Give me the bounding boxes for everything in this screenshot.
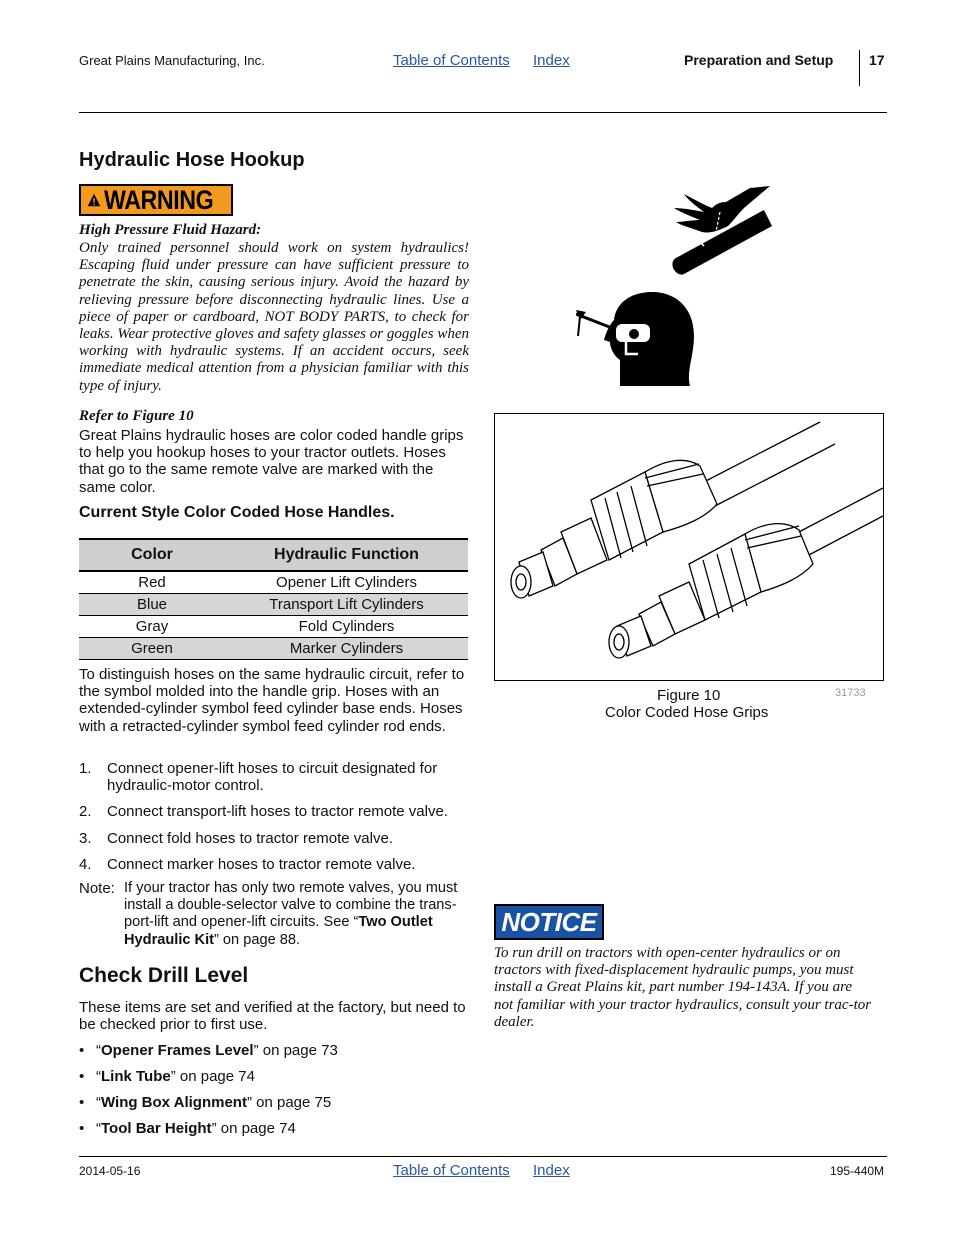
- quote: “: [96, 1042, 101, 1059]
- hose-handles-subheading: Current Style Color Coded Hose Handles.: [79, 504, 395, 521]
- note-text: [124, 880, 472, 949]
- footer-toc-link[interactable]: Table of Contents: [393, 1162, 510, 1179]
- bullet: •: [79, 1068, 85, 1085]
- step-text: Connect opener-lift hoses to circuit designated for hydraulic-motor control.: [107, 760, 438, 795]
- figure-caption: Color Coded Hose Grips: [605, 704, 769, 721]
- distinguish-text: To distinguish hoses on the same hydraulic circuit, refer to the symbol molded into the handle grip. Hoses with an extended-cylinder symbol feed cylinder base ends. Hoses with a retracted-cylinder symbol feed cylinder rod ends.: [79, 666, 465, 735]
- page-ref: ” on page 74: [170, 1068, 255, 1085]
- step-number: 4.: [79, 855, 92, 873]
- notice-label: NOTICE: [501, 906, 597, 937]
- page-number: 17: [869, 52, 885, 68]
- figure-label: Figure 10: [657, 687, 721, 704]
- hand-fluid-injection-icon: [668, 186, 774, 278]
- crossref-link[interactable]: Opener Frames Level: [101, 1042, 254, 1059]
- note-text-part: ” on page 88.: [214, 931, 301, 948]
- step-number: 2.: [79, 803, 92, 821]
- note-text-part: If your tractor has only two remote valves, you must install a double-selector valve to combine the trans-port-lift and opener-lift circuits. See “: [124, 880, 458, 931]
- list-item: [79, 1042, 471, 1068]
- bullet: •: [79, 1094, 85, 1111]
- check-level-title: Check Drill Level: [79, 964, 249, 987]
- header-toc-link[interactable]: Table of Contents: [393, 52, 510, 69]
- header-company: Great Plains Manufacturing, Inc.: [79, 53, 265, 68]
- table-row: [79, 616, 468, 638]
- warning-triangle-icon: [87, 190, 101, 210]
- table-cell-function: Marker Cylinders: [225, 638, 468, 660]
- hose-grips-illustration: [495, 414, 883, 680]
- hydraulic-section-title: Hydraulic Hose Hookup: [79, 149, 305, 171]
- table-header-color: Color: [79, 539, 225, 571]
- check-level-list: [79, 1042, 471, 1146]
- footer-doc-number: 195-440M: [830, 1164, 885, 1178]
- header-section-title: Preparation and Setup: [684, 52, 834, 68]
- list-item: [79, 830, 471, 847]
- table-cell-color: Green: [79, 638, 225, 660]
- crossref-link[interactable]: Tool Bar Height: [101, 1120, 212, 1137]
- table-header-function: Hydraulic Function: [225, 539, 468, 571]
- bullet: •: [79, 1042, 85, 1059]
- hazard-title: High Pressure Fluid Hazard:: [79, 222, 262, 238]
- table-cell-color: Red: [79, 571, 225, 594]
- eye-protection-head-icon: [576, 290, 694, 388]
- header-divider: [859, 50, 860, 86]
- page-ref: ” on page 75: [246, 1094, 332, 1111]
- step-text: Connect transport-lift hoses to tractor remote valve.: [107, 803, 448, 821]
- footer-rule: [79, 1156, 887, 1157]
- notice-badge: [494, 904, 604, 940]
- hose-color-table: [79, 538, 468, 660]
- page-ref: ” on page 73: [253, 1042, 338, 1059]
- table-cell-function: Fold Cylinders: [225, 616, 468, 638]
- footer-date: 2014-05-16: [79, 1164, 141, 1178]
- table-cell-function: Transport Lift Cylinders: [225, 594, 468, 616]
- quote: “: [96, 1068, 101, 1085]
- header-rule: [79, 112, 887, 113]
- header-index-link[interactable]: Index: [533, 52, 570, 69]
- table-row: [79, 594, 468, 616]
- hazard-text: Only trained personnel should work on system hydraulics! Escaping fluid under pressure can have sufficient pressure to penetrate the skin, causing serious injury. Avoid the hazard by relieving pressure before disconnecting hydraulic lines. Use a piece of paper or cardboard, NOT BODY PARTS, to check for leaks. Wear protective gloves and safety glasses or goggles when working with hydraulic systems. If an accident occurs, seek immediate medical attention from a physician familiar with this type of injury.: [79, 240, 469, 394]
- step-number: 1.: [79, 760, 92, 777]
- page-ref: ” on page 74: [211, 1120, 296, 1137]
- crossref-link[interactable]: Wing Box Alignment: [101, 1094, 247, 1111]
- table-row: [79, 638, 468, 660]
- table-cell-color: Gray: [79, 616, 225, 638]
- quote: “: [96, 1094, 101, 1111]
- figure-reference: Refer to Figure 10: [79, 408, 194, 424]
- bullet: •: [79, 1120, 85, 1137]
- list-item: [79, 856, 471, 873]
- table-row: [79, 571, 468, 594]
- warning-label: WARNING: [104, 184, 214, 215]
- check-level-intro: These items are set and verified at the factory, but need to be checked prior to first use.: [79, 999, 466, 1034]
- note-crossref-link[interactable]: Two Outlet Hydraulic Kit: [124, 914, 433, 948]
- list-item: [79, 1120, 471, 1146]
- list-item: [79, 803, 471, 820]
- crossref-link[interactable]: Link Tube: [101, 1068, 171, 1085]
- list-item: [79, 760, 471, 794]
- list-item: [79, 1094, 471, 1120]
- warning-badge: [79, 184, 233, 216]
- table-cell-color: Blue: [79, 594, 225, 616]
- hookup-steps-list: [79, 760, 471, 873]
- figure-number: 31733: [835, 687, 866, 699]
- step-text: Connect marker hoses to tractor remote valve.: [107, 855, 416, 873]
- quote: “: [96, 1120, 101, 1137]
- step-text: Connect fold hoses to tractor remote valve.: [107, 829, 393, 847]
- notice-text: To run drill on tractors with open-center hydraulics or on tractors with fixed-displacement hydraulic pumps, you must install a Great Plains kit, part number 194-143A. If you are not familiar with your tractor hydraulics, consult your trac-tor dealer.: [494, 945, 872, 1030]
- step-number: 3.: [79, 829, 92, 847]
- figure-10-box: [494, 413, 884, 681]
- list-item: [79, 1068, 471, 1094]
- note-label: Note:: [79, 880, 115, 897]
- footer-index-link[interactable]: Index: [533, 1162, 570, 1179]
- table-header-row: [79, 539, 468, 571]
- hose-intro-text: Great Plains hydraulic hoses are color coded handle grips to help you hookup hoses to your tractor outlets. Hoses that go to the same remote valve are marked with the same color.: [79, 427, 464, 496]
- table-cell-function: Opener Lift Cylinders: [225, 571, 468, 594]
